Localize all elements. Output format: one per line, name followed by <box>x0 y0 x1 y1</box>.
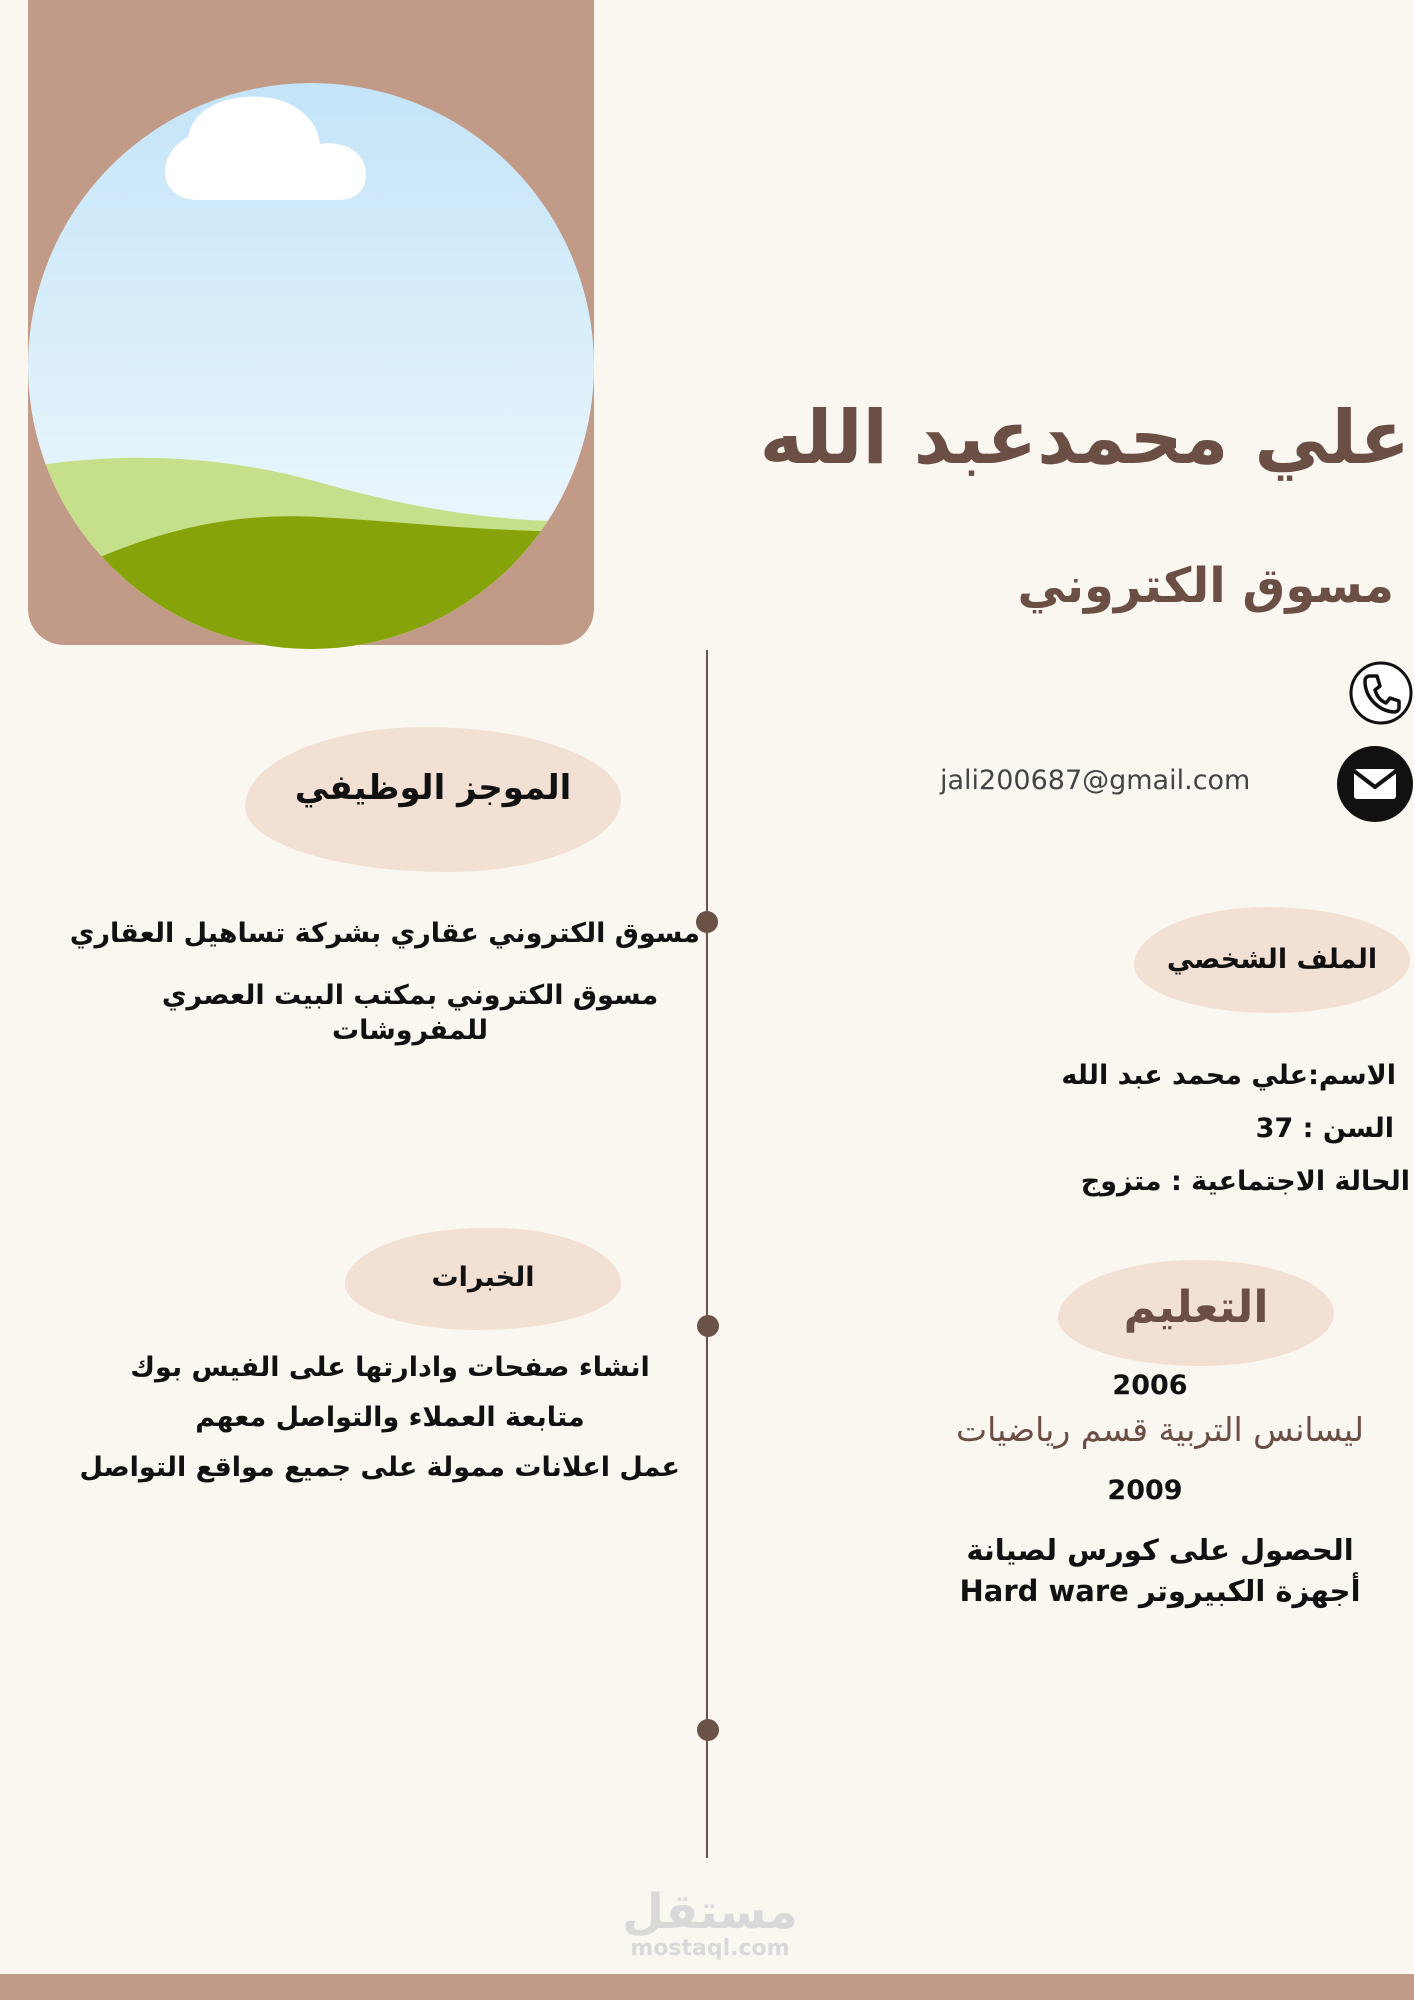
job-title: مسوق الكتروني <box>1017 558 1394 614</box>
profile-photo-placeholder <box>28 82 594 650</box>
profile-name-line: الاسم:علي محمد عبد الله <box>1061 1060 1396 1091</box>
email-address[interactable]: jali200687@gmail.com <box>940 765 1251 796</box>
envelope-icon <box>1336 745 1414 823</box>
profile-age-line: السن : 37 <box>1255 1113 1394 1144</box>
mostaql-watermark <box>610 1884 810 1961</box>
full-name: علي محمدعبد الله <box>759 395 1410 481</box>
experience-heading: الخبرات <box>431 1262 535 1293</box>
watermark-arabic: مستقل <box>622 1884 798 1940</box>
watermark-latin: mostaql.com <box>630 1936 790 1961</box>
education-course: الحصول على كورس لصيانة أجهزة الكبيروتر Hard ware <box>959 1533 1361 1608</box>
education-year: 2009 <box>1107 1475 1183 1506</box>
bottom-bar <box>0 1974 1414 2000</box>
experience-item: انشاء صفحات وادارتها على الفيس بوك <box>130 1352 650 1383</box>
timeline-dot <box>697 1315 719 1337</box>
experience-item: عمل اعلانات ممولة على جميع مواقع التواصل <box>79 1452 680 1483</box>
experience-item: متابعة العملاء والتواصل معهم <box>195 1402 585 1433</box>
timeline-dot <box>697 1719 719 1741</box>
education-heading: التعليم <box>1123 1282 1269 1333</box>
profile-status-line: الحالة الاجتماعية : متزوج <box>1080 1166 1410 1197</box>
education-degree: ليسانس التربية قسم رياضيات <box>956 1410 1364 1449</box>
profile-heading: الملف الشخصي <box>1166 944 1378 975</box>
summary-item: مسوق الكتروني عقاري بشركة تساهيل العقاري <box>69 918 700 949</box>
summary-item: مسوق الكتروني بمكتب البيت العصري للمفروشات <box>161 980 659 1047</box>
timeline-line <box>706 650 708 1858</box>
education-year: 2006 <box>1112 1370 1188 1401</box>
summary-heading: الموجز الوظيفي <box>294 768 572 808</box>
phone-icon <box>1348 660 1414 726</box>
